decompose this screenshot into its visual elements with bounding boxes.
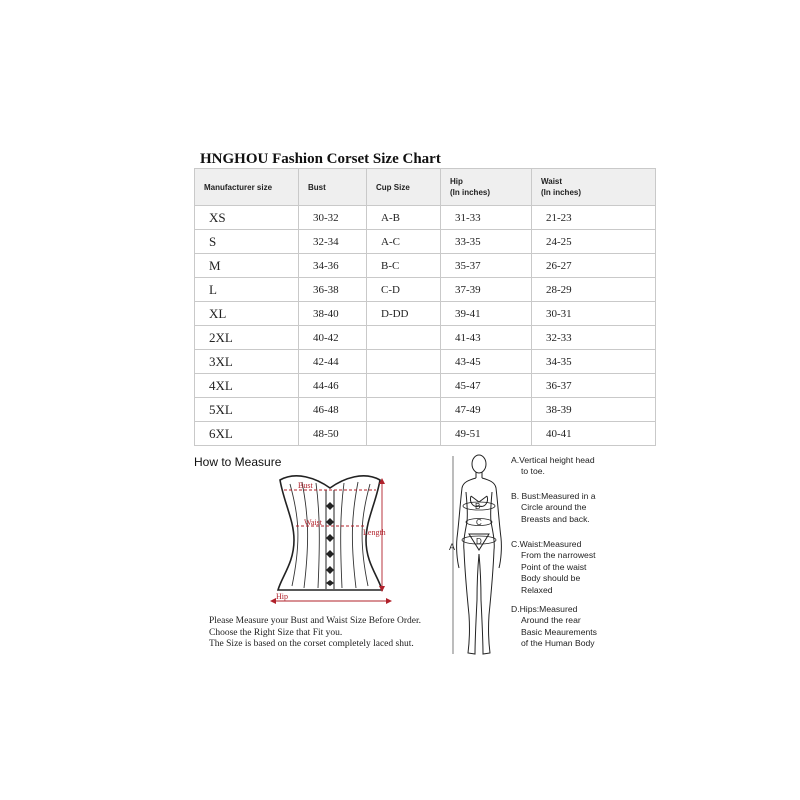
table-cell: 31-33	[441, 206, 532, 230]
table-cell: 45-47	[441, 374, 532, 398]
table-cell: 38-40	[299, 302, 367, 326]
table-cell: 3XL	[195, 350, 299, 374]
corset-label-waist: Waist	[304, 518, 323, 527]
table-cell: S	[195, 230, 299, 254]
table-cell: 32-33	[532, 326, 656, 350]
table-cell: 36-37	[532, 374, 656, 398]
table-cell	[367, 326, 441, 350]
table-cell	[367, 350, 441, 374]
table-cell: 35-37	[441, 254, 532, 278]
table-cell: XL	[195, 302, 299, 326]
table-row	[195, 374, 656, 398]
table-row	[195, 254, 656, 278]
table-header-row	[195, 169, 656, 206]
table-cell: 47-49	[441, 398, 532, 422]
chart-title: HNGHOU Fashion Corset Size Chart	[200, 151, 441, 167]
instruction-line: Choose the Right Size that Fit you.	[209, 627, 343, 638]
table-cell: 26-27	[532, 254, 656, 278]
table-cell: 6XL	[195, 422, 299, 446]
table-cell: 40-42	[299, 326, 367, 350]
table-cell: 48-50	[299, 422, 367, 446]
table-row	[195, 302, 656, 326]
table-cell: 44-46	[299, 374, 367, 398]
table-cell: 33-35	[441, 230, 532, 254]
table-row	[195, 326, 656, 350]
table-cell: 34-35	[532, 350, 656, 374]
table-cell: 37-39	[441, 278, 532, 302]
note-hips: D.Hips:Measured Around the rear Basic Meaurements of the Human Body	[511, 604, 597, 649]
instruction-line: Please Measure your Bust and Waist Size Before Order.	[209, 616, 421, 626]
note-height: A.Vertical height head to toe.	[511, 455, 595, 477]
table-row	[195, 350, 656, 374]
table-cell	[367, 398, 441, 422]
table-cell: 49-51	[441, 422, 532, 446]
table-cell: 5XL	[195, 398, 299, 422]
table-cell: 42-44	[299, 350, 367, 374]
table-cell: 38-39	[532, 398, 656, 422]
table-cell: B-C	[367, 254, 441, 278]
corset-label-bust: Bust	[298, 481, 313, 490]
table-cell: 21-23	[532, 206, 656, 230]
table-cell: 30-31	[532, 302, 656, 326]
table-cell: 43-45	[441, 350, 532, 374]
table-cell: M	[195, 254, 299, 278]
figure-label-c: C	[476, 518, 482, 527]
table-cell: 24-25	[532, 230, 656, 254]
table-cell: 4XL	[195, 374, 299, 398]
instruction-line: The Size is based on the corset completely laced shut.	[209, 639, 414, 649]
table-row	[195, 278, 656, 302]
corset-label-length: Length	[363, 528, 386, 537]
corset-label-hip: Hip	[276, 592, 288, 601]
table-row	[195, 206, 656, 230]
figure-label-b: B	[475, 502, 481, 511]
table-row	[195, 230, 656, 254]
table-cell: 2XL	[195, 326, 299, 350]
table-cell: 40-41	[532, 422, 656, 446]
table-cell: L	[195, 278, 299, 302]
table-row	[195, 422, 656, 446]
table-cell	[367, 374, 441, 398]
table-row	[195, 398, 656, 422]
table-cell	[367, 422, 441, 446]
corset-diagram	[268, 468, 393, 610]
header-waist: Waist (In inches)	[532, 169, 656, 206]
measure-instructions	[209, 616, 421, 651]
note-waist: C.Waist:Measured From the narrowest Point of the waist Body should be Relaxed	[511, 539, 596, 595]
header-cup-size: Cup Size	[367, 169, 441, 206]
table-cell: 32-34	[299, 230, 367, 254]
table-cell: 46-48	[299, 398, 367, 422]
header-hip: Hip (In inches)	[441, 169, 532, 206]
table-cell: 34-36	[299, 254, 367, 278]
table-cell: 30-32	[299, 206, 367, 230]
table-cell: C-D	[367, 278, 441, 302]
table-cell: 28-29	[532, 278, 656, 302]
table-cell: A-B	[367, 206, 441, 230]
table-cell: D-DD	[367, 302, 441, 326]
figure-label-d: D	[476, 537, 482, 546]
table-cell: 39-41	[441, 302, 532, 326]
figure-label-a: A	[449, 542, 456, 552]
table-cell: 41-43	[441, 326, 532, 350]
size-table	[194, 168, 656, 446]
header-manufacturer-size: Manufacturer size	[195, 169, 299, 206]
table-cell: XS	[195, 206, 299, 230]
table-cell: A-C	[367, 230, 441, 254]
table-cell: 36-38	[299, 278, 367, 302]
note-bust: B. Bust:Measured in a Circle around the Breasts and back.	[511, 491, 596, 524]
body-figure	[447, 450, 509, 660]
header-bust: Bust	[299, 169, 367, 206]
how-to-measure-heading: How to Measure	[194, 455, 282, 469]
